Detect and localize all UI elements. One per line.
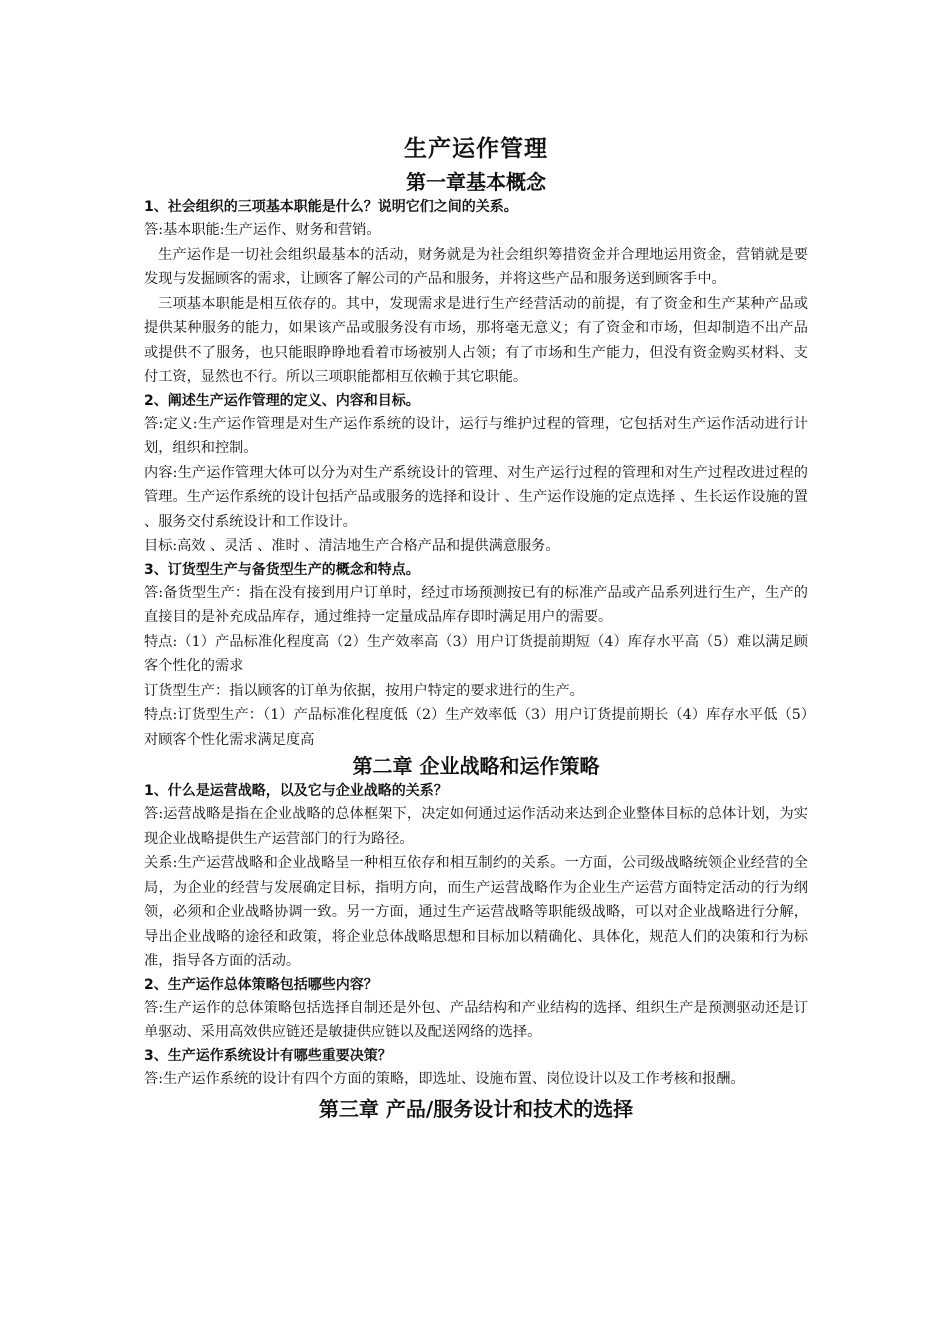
- question-heading: 3、生产运作系统设计有哪些重要决策？: [144, 1047, 392, 1064]
- chapter-heading: 第一章基本概念: [406, 170, 546, 194]
- answer-paragraph: 特点:（1）产品标准化程度高（2）生产效率高（3）用户订货提前期短（4）库存水平高（5）难以满足顾客个性化的需求: [144, 633, 808, 674]
- answer-paragraph: 订货型生产：指以顾客的订单为依据，按用户特定的要求进行的生产。: [144, 682, 584, 699]
- answer-paragraph: 答:基本职能:生产运作、财务和营销。: [144, 222, 381, 238]
- answer-paragraph: 生产运作是一切社会组织最基本的活动，财务就是为社会组织筹措资金并合理地运用资金，营销就是要发现与发掘顾客的需求，让顾客了解公司的产品和服务，并将这些产品和服务送到顾客手中。: [144, 246, 808, 287]
- answer-paragraph: 答:定义:生产运作管理是对生产运作系统的设计，运行与维护过程的管理，它包括对生产运作活动进行计划，组织和控制。: [144, 415, 808, 456]
- answer-paragraph: 答:运营战略是指在企业战略的总体框架下，决定如何通过运作活动来达到企业整体目标的总体计划，为实现企业战略提供生产运营部门的行为路径。: [144, 806, 808, 847]
- answer-paragraph: 特点:订货型生产：（1）产品标准化程度低（2）生产效率低（3）用户订货提前期长（4）库存水平低（5）对顾客个性化需求满足度高: [144, 707, 808, 748]
- question-heading: 3、订货型生产与备货型生产的概念和特点。: [144, 561, 420, 578]
- chapter-heading: 第三章 产品/服务设计和技术的选择: [318, 1097, 634, 1121]
- answer-paragraph: 内容:生产运作管理大体可以分为对生产系统设计的管理、对生产运行过程的管理和对生产过程改进过程的管理。生产运作系统的设计包括产品或服务的选择和设计 、生产运作设施的定点选择 、生长运作设施的置 、服务交付系统设计和工作设计。: [144, 464, 808, 530]
- chapter-heading: 第二章 企业战略和运作策略: [352, 754, 600, 778]
- question-heading: 1、什么是运营战略，以及它与企业战略的关系？: [144, 783, 448, 799]
- answer-paragraph: 关系:生产运营战略和企业战略呈一种相互依存和相互制约的关系。一方面，公司级战略统领企业经营的全局，为企业的经营与发展确定目标，指明方向，而生产运营战略作为企业生产运营方面特定活动的行为纲领，必须和企业战略协调一致。另一方面，通过生产运营战略等职能级战略，可以对企业战略进行分解，导出企业战略的途径和政策，将企业总体战略思想和目标加以精确化、具体化，规范人们的决策和行为标准，指导各方面的活动。: [144, 855, 808, 969]
- question-heading: 2、阐述生产运作管理的定义、内容和目标。: [144, 392, 420, 409]
- question-heading: 2、生产运作总体策略包括哪些内容？: [144, 976, 378, 993]
- document-title: 生产运作管理: [404, 136, 548, 162]
- answer-paragraph: 答:生产运作系统的设计有四个方面的策略，即选址、设施布置、岗位设计以及工作考核和报酬。: [144, 1070, 745, 1087]
- answer-paragraph: 目标:高效 、灵活 、准时 、清洁地生产合格产品和提供满意服务。: [144, 538, 560, 554]
- document-page: [144, 128, 808, 1123]
- question-heading: 1、社会组织的三项基本职能是什么？说明它们之间的关系。: [144, 199, 518, 215]
- answer-paragraph: 答:生产运作的总体策略包括选择自制还是外包、产品结构和产业结构的选择、组织生产是预测驱动还是订单驱动、采用高效供应链还是敏捷供应链以及配送网络的选择。: [144, 999, 808, 1040]
- answer-paragraph: 三项基本职能是相互依存的。其中，发现需求是进行生产经营活动的前提，有了资金和生产某种产品或提供某种服务的能力，如果该产品或服务没有市场，那将毫无意义；有了资金和市场，但却制造不出产品或提供不了服务，也只能眼睁睁地看着市场被别人占领；有了市场和生产能力，但没有资金购买材料、支付工资，显然也不行。所以三项职能都相互依赖于其它职能。: [144, 295, 808, 385]
- answer-paragraph: 答:备货型生产：指在没有接到用户订单时，经过市场预测按已有的标准产品或产品系列进行生产，生产的直接目的是补充成品库存，通过维持一定量成品库存即时满足用户的需要。: [144, 584, 808, 625]
